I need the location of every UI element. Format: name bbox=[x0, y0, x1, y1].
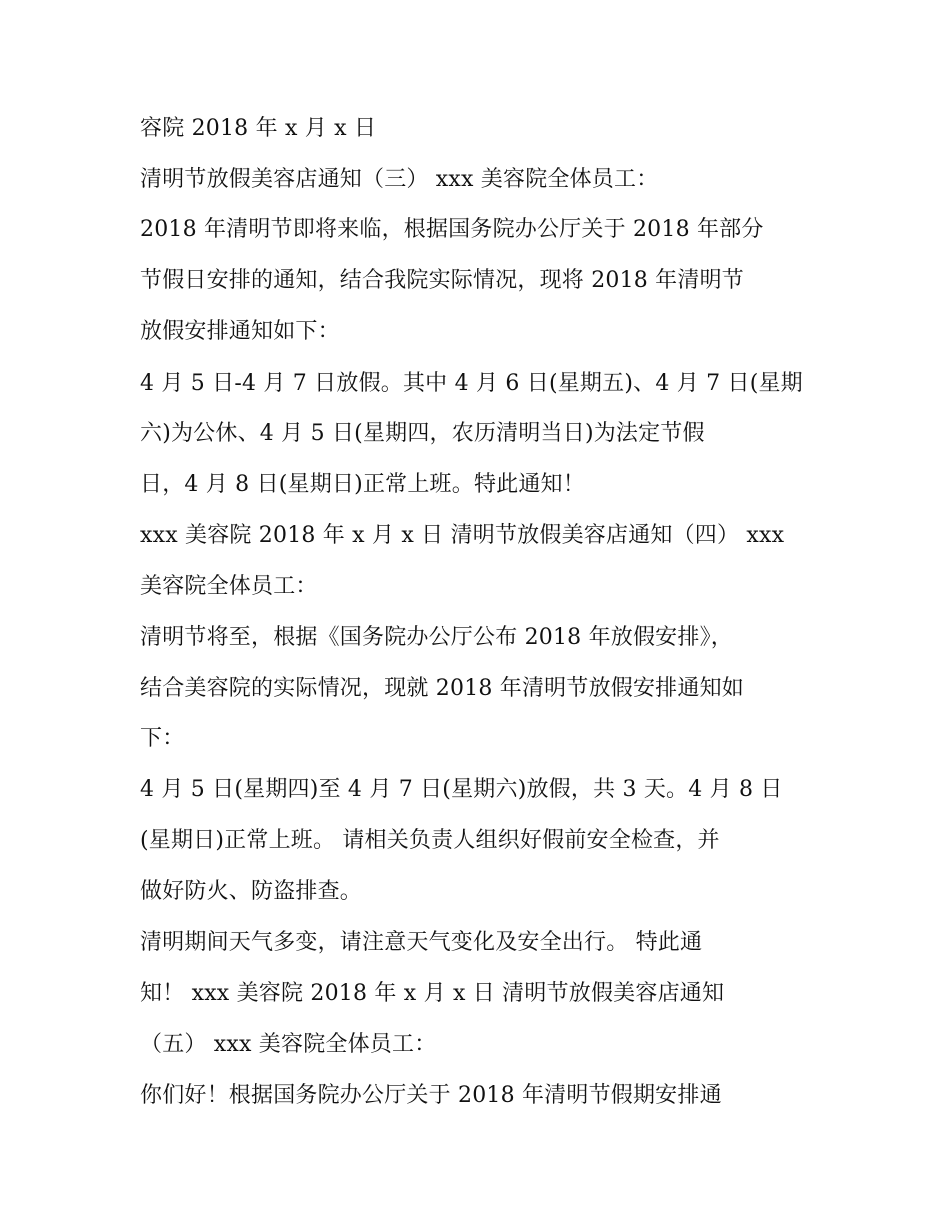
text-line: 知！ xxx 美容院 2018 年 x 月 x 日 清明节放假美容店通知 bbox=[140, 981, 725, 1006]
text-line: 日，4 月 8 日(星期日)正常上班。特此通知！ bbox=[140, 472, 585, 497]
text-line: 下： bbox=[140, 726, 185, 751]
text-line: 结合美容院的实际情况，现就 2018 年清明节放假安排通知如 bbox=[140, 676, 744, 701]
text-line: 清明节将至，根据《国务院办公厅公布 2018 年放假安排》， bbox=[140, 625, 733, 650]
text-line: 容院 2018 年 x 月 x 日 bbox=[140, 116, 377, 141]
text-line: 你们好！根据国务院办公厅关于 2018 年清明节假期安排通 bbox=[140, 1083, 722, 1108]
text-line: (星期日)正常上班。 请相关负责人组织好假前安全检查，并 bbox=[140, 828, 720, 853]
text-line: 4 月 5 日-4 月 7 日放假。其中 4 月 6 日(星期五)、4 月 7 日(星期 bbox=[140, 371, 803, 396]
text-line: xxx 美容院 2018 年 x 月 x 日 清明节放假美容店通知（四） xxx bbox=[140, 523, 785, 548]
text-line: 放假安排通知如下： bbox=[140, 319, 340, 344]
text-line: 清明期间天气多变，请注意天气变化及安全出行。 特此通 bbox=[140, 930, 703, 955]
text-line: 美容院全体员工： bbox=[140, 574, 318, 599]
text-line: 2018 年清明节即将来临，根据国务院办公厅关于 2018 年部分 bbox=[140, 217, 764, 242]
text-line: 清明节放假美容店通知（三） xxx 美容院全体员工： bbox=[140, 167, 659, 192]
text-line: 做好防火、防盗排查。 bbox=[140, 879, 363, 904]
text-line: 节假日安排的通知，结合我院实际情况，现将 2018 年清明节 bbox=[140, 268, 744, 293]
text-line: （五） xxx 美容院全体员工： bbox=[140, 1032, 437, 1057]
text-line: 4 月 5 日(星期四)至 4 月 7 日(星期六)放假，共 3 天。4 月 8 日 bbox=[140, 777, 783, 802]
text-line: 六)为公休、4 月 5 日(星期四，农历清明当日)为法定节假 bbox=[140, 421, 705, 446]
